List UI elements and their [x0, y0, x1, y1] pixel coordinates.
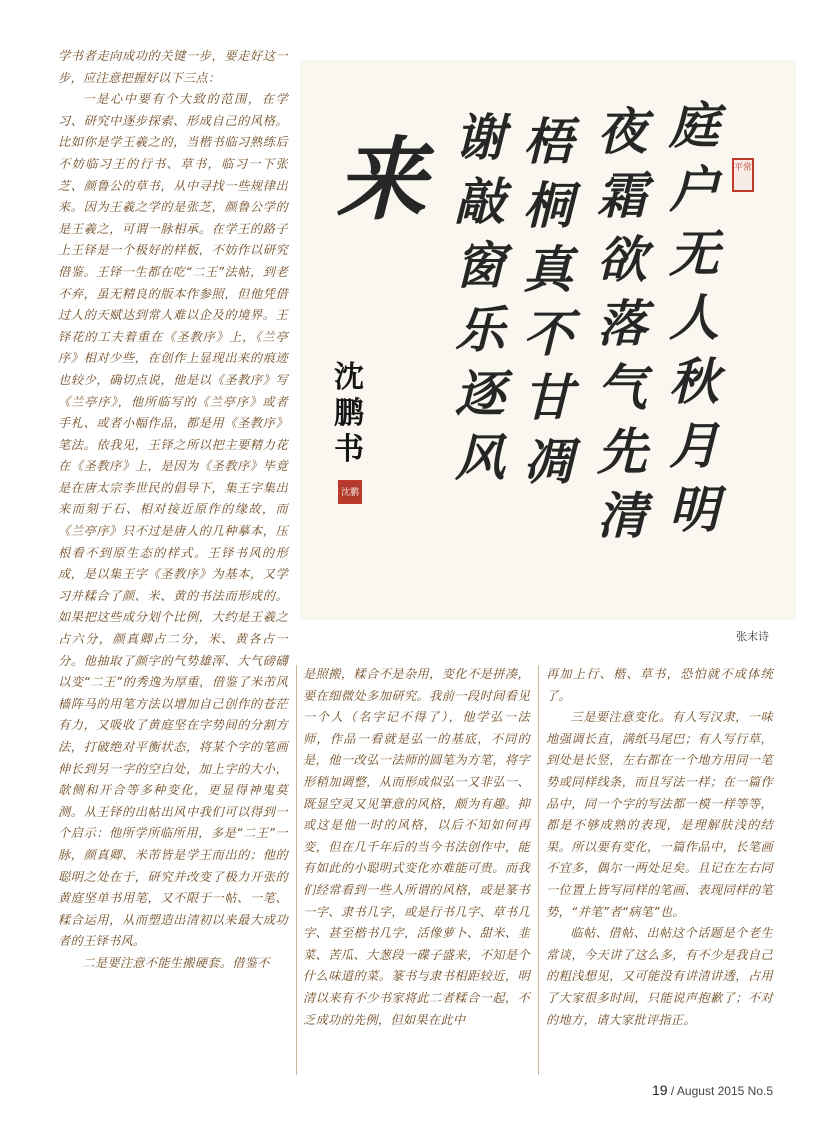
paragraph: 是照搬，糅合不是杂用，变化不是拼凑，要在细微处多加研究。我前一段时间看见一个人（名字记不得了），他学弘一法师，作品一看就是弘一的基底，不同的是，他一改弘一法师的圆笔为方笔，将字形稍加调整，从而形成似弘一又非弘一、既显空灵又见筆意的风格，颇为有趣。抑或这是他一时的风格，以后不知如何再变，但在几千年后的当今书法创作中，能有如此的小聪明式变化亦难能可贵。而我们经常看到一些人所谓的风格，或是篆书一字、隶书几字，或是行书几字、草书几字、甚至楷书几字，活像萝卜、甜米、韭菜、苦瓜、大葱段一碟子盛来，不知是个什么味道的菜。篆书与隶书相距较近，明清以来有不少书家将此二者糅合一起，不乏成功的先例，但如果在此中 — [303, 667, 530, 1027]
column-divider — [538, 665, 539, 1075]
column-divider — [296, 665, 297, 1075]
paragraph: 二是要注意不能生搬硬套。借鉴不 — [82, 955, 270, 970]
calligraphy-artwork — [300, 60, 796, 620]
page-footer — [652, 1082, 773, 1098]
calligraphy-column: 谢敲窗乐逐风 — [455, 108, 505, 487]
article-column-1 — [58, 46, 288, 975]
article-column-3 — [546, 664, 773, 1031]
issue-info: / August 2015 No.5 — [670, 1084, 773, 1098]
paragraph: 临帖、借帖、出帖这个话题是个老生常谈，今天讲了这么多，有不少是我自己的粗浅想见，又可能没有讲清讲透，占用了大家很多时间，只能说声抱歉了；不对的地方，请大家批评指正。 — [546, 926, 773, 1027]
calligraphy-column: 来 — [336, 127, 426, 233]
seal-stamp: 平常 — [732, 158, 754, 192]
page-number: 19 — [652, 1082, 668, 1098]
calligraphy-column: 夜霜欲落气先清 — [597, 102, 647, 545]
calligraphy-column: 庭户无人秋月明 — [669, 96, 719, 539]
article-column-2 — [303, 664, 530, 1031]
paragraph: 三是要注意变化。有人写汉隶，一味地强调长直，满纸马尾巴；有人写行草，到处是长竖，左右都在一个地方用同一笔势或同样线条，而且写法一样；在一篇作品中，同一个字的写法都一模一样等等，都是不够成熟的表现，是理解肤浅的结果。所以要有变化，一篇作品中，长笔画不宜多，偶尔一两处足矣。且记在左右同一位置上皆写同样的笔画、表现同样的笔势，“并笔”者“病笔”也。 — [546, 710, 773, 919]
calligraphy-column: 梧桐真不甘凋 — [523, 112, 573, 491]
artwork-caption: 张末诗 — [736, 630, 769, 643]
artist-signature: 沈鹏书 — [334, 360, 364, 467]
paragraph: 再加上行、楷、草书，恐怕就不成体统了。 — [546, 667, 773, 703]
paragraph: 学书者走向成功的关键一步，要走好这一步，应注意把握好以下三点： — [58, 49, 288, 85]
seal-stamp: 沈鹏 — [338, 480, 362, 504]
paragraph: 一是心中要有个大致的范围，在学习、研究中逐步探索、形成自己的风格。比如你是学王羲之的，当楷书临习熟练后不妨临习王的行书、草书，临习一下张芝、颜鲁公的草书，从中寻找一些规律出来。因为王羲之学的是张芝，颜鲁公学的是王羲之，可谓一脉相承。在学王的路子上王铎是一个极好的样板，不妨作以研究借鉴。王铎一生都在吃“二王”法帖，到老不弃，虽无精良的版本作参照，但他凭借过人的天赋达到常人难以企及的境界。王铎花的工夫着重在《圣教序》上，《兰亭序》相对少些，在创作上显现出来的痕迹也较少，确切点说，他是以《圣教序》写《兰亭序》，他所临写的《兰亭序》或者手札、或者小幅作品，都是用《圣教序》笔法。依我见，王铎之所以把主要精力花在《圣教序》上，是因为《圣教序》毕竟是在唐太宗李世民的倡导下，集王字集出来而刻于石、相对接近原作的缘故，而《兰亭序》只不过是唐人的几种摹本，压根看不到原生态的样式。王铎书风的形成，是以集王字《圣教序》为基本，又学习并糅合了颜、米、黄的书法而形成的。如果把这些成分划个比例，大约是王羲之占六分，颜真卿占二分，米、黄各占一分。他抽取了颜字的气势雄浑、大气磅礴以变“二王”的秀逸为厚重，借鉴了米芾风樯阵马的用笔方法以增加自己创作的苍茫有力，又吸收了黄庭坚在字势间的分割方法，打破绝对平衡状态，将某个字的笔画伸长到另一字的空白处，加上字的大小，欹侧和开合等多种变化，更显得神鬼莫测。从王铎的出帖出风中我们可以得到一个启示：他所学所临所用，多是“二王”一脉，颜真卿、米芾皆是学王而出的；他的聪明之处在于，研究并改变了极力开张的黄庭坚单书用笔，又不限于一帖、一笔、糅合运用，从而塑造出清初以来最大成功者的王铎书风。 — [58, 92, 288, 949]
